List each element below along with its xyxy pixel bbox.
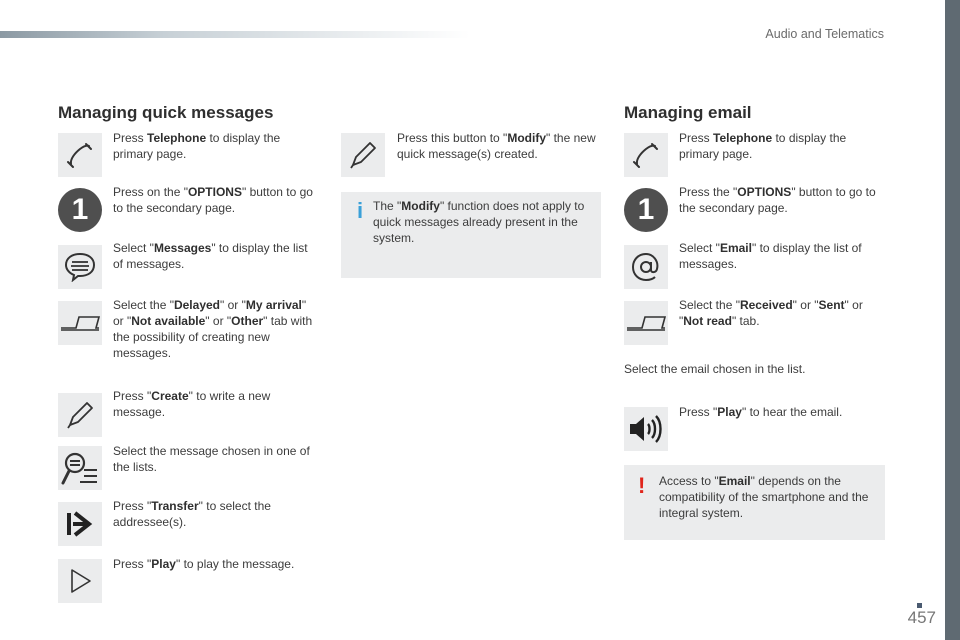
left-step-3: Select "Messages" to display the list of messages. bbox=[113, 241, 308, 271]
right-step-2: Press the "OPTIONS" button to go to the secondary page. bbox=[679, 185, 876, 215]
email-note-text: Access to "Email" depends on the compatibility of the smartphone and the integral system. bbox=[659, 474, 869, 520]
header-gradient-bar bbox=[0, 31, 470, 38]
step-number-icon: 1 bbox=[58, 188, 102, 232]
tab-icon bbox=[58, 301, 102, 345]
search-list-icon bbox=[58, 446, 102, 490]
left-section-title: Managing quick messages bbox=[58, 103, 274, 122]
speaker-icon bbox=[624, 407, 668, 451]
transfer-arrow-icon bbox=[58, 502, 102, 546]
phone-icon bbox=[58, 133, 102, 177]
left-step-5: Press "Create" to write a new message. bbox=[113, 389, 271, 419]
left-step-2: Press on the "OPTIONS" button to go to the secondary page. bbox=[113, 185, 313, 215]
right-step-3: Select "Email" to display the list of messages. bbox=[679, 241, 862, 271]
warning-icon: ! bbox=[638, 473, 646, 498]
tab-icon bbox=[624, 301, 668, 345]
play-icon bbox=[58, 559, 102, 603]
middle-step-modify: Press this button to "Modify" the new quick message(s) created. bbox=[397, 131, 596, 161]
left-step-4: Select the "Delayed" or "My arrival" or "Not available" or "Other" tab with the possibility of creating new messages. bbox=[113, 298, 313, 360]
email-warning-note bbox=[624, 465, 885, 540]
page-edge-strip bbox=[945, 0, 960, 640]
right-step-1: Press Telephone to display the primary page. bbox=[679, 131, 847, 161]
left-step-6: Select the message chosen in one of the lists. bbox=[113, 444, 310, 474]
right-step-4: Select the "Received" or "Sent" or "Not read" tab. bbox=[679, 298, 863, 328]
right-step-6: Press "Play" to hear the email. bbox=[679, 405, 843, 419]
right-section-title: Managing email bbox=[624, 103, 752, 122]
at-sign-icon bbox=[624, 245, 668, 289]
left-step-7: Press "Transfer" to select the addressee(s). bbox=[113, 499, 271, 529]
left-step-1: Press Telephone to display the primary page. bbox=[113, 131, 281, 161]
step-number-icon: 1 bbox=[624, 188, 668, 232]
modify-info-note bbox=[341, 192, 601, 278]
speech-bubble-icon bbox=[58, 245, 102, 289]
phone-icon bbox=[624, 133, 668, 177]
pencil-icon bbox=[58, 393, 102, 437]
modify-note-text: The "Modify" function does not apply to quick messages already present in the system. bbox=[373, 199, 585, 245]
right-step-5: Select the email chosen in the list. bbox=[624, 362, 806, 376]
pencil-icon bbox=[341, 133, 385, 177]
page-number: 457 bbox=[907, 608, 936, 627]
left-step-8: Press "Play" to play the message. bbox=[113, 557, 295, 571]
header-title: Audio and Telematics bbox=[765, 27, 884, 41]
info-icon: i bbox=[357, 198, 364, 223]
